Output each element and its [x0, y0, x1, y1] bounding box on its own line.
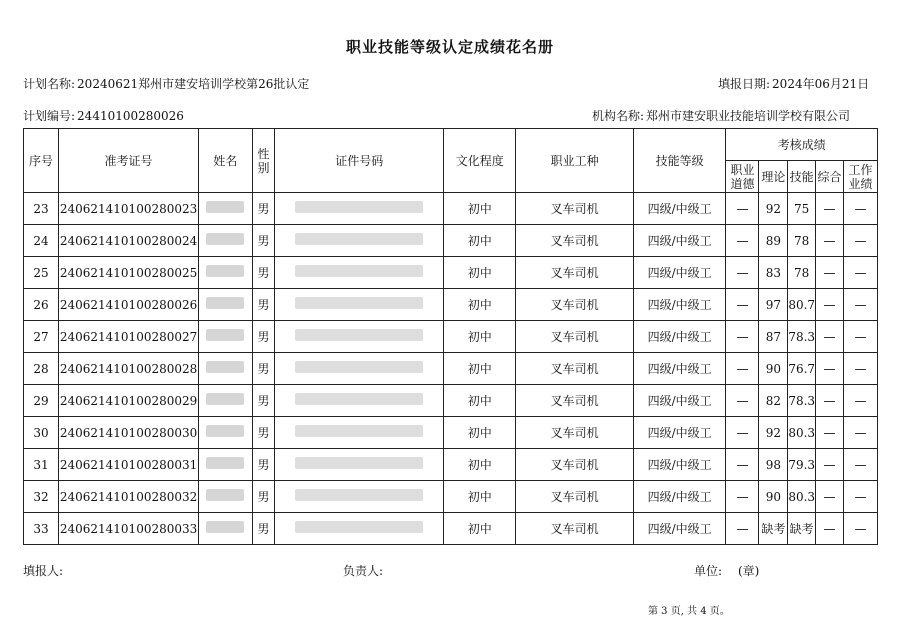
cell-seq: 27 [24, 321, 59, 353]
unit-label: 单位: [694, 564, 723, 578]
cell-exam-no: 240621410100280023 [59, 193, 199, 225]
cell-ethics: — [726, 193, 759, 225]
cell-education: 初中 [444, 193, 516, 225]
header-skill: 技能 [788, 161, 816, 193]
cell-ethics: — [726, 417, 759, 449]
cell-education: 初中 [444, 225, 516, 257]
cell-exam-no: 240621410100280032 [59, 481, 199, 513]
cell-gender: 男 [252, 481, 275, 513]
cell-performance: — [843, 257, 877, 289]
cell-theory: 90 [759, 481, 788, 513]
plan-number-value: 24410100280026 [77, 109, 184, 123]
cell-name [199, 289, 253, 321]
table-row [24, 417, 878, 449]
cell-performance: — [843, 417, 877, 449]
cell-overall: — [816, 353, 844, 385]
page-title: 职业技能等级认定成绩花名册 [345, 38, 554, 56]
cell-occupation: 叉车司机 [516, 225, 633, 257]
header-scores: 考核成绩 [726, 129, 878, 161]
cell-occupation: 叉车司机 [516, 449, 633, 481]
cell-performance: — [843, 449, 877, 481]
redacted-block [295, 297, 423, 309]
cell-name [199, 481, 253, 513]
cell-name [199, 193, 253, 225]
cell-name [199, 353, 253, 385]
cell-theory: 82 [759, 385, 788, 417]
cell-id-no [275, 513, 444, 545]
cell-skill: 78.3 [788, 321, 816, 353]
cell-seq: 26 [24, 289, 59, 321]
cell-gender: 男 [252, 449, 275, 481]
cell-performance: — [843, 225, 877, 257]
cell-level: 四级/中级工 [633, 225, 726, 257]
plan-name-label: 计划名称: [23, 77, 76, 91]
cell-overall: — [816, 321, 844, 353]
table-row [24, 289, 878, 321]
cell-overall: — [816, 193, 844, 225]
cell-gender: 男 [252, 257, 275, 289]
header-education: 文化程度 [444, 129, 516, 193]
table-row [24, 353, 878, 385]
cell-level: 四级/中级工 [633, 289, 726, 321]
header-seq: 序号 [24, 129, 59, 193]
cell-theory: 97 [759, 289, 788, 321]
cell-occupation: 叉车司机 [516, 481, 633, 513]
cell-theory: 92 [759, 193, 788, 225]
cell-level: 四级/中级工 [633, 193, 726, 225]
redacted-block [295, 489, 423, 501]
cell-occupation: 叉车司机 [516, 353, 633, 385]
redacted-block [206, 489, 244, 501]
org-name-value: 郑州市建安职业技能培训学校有限公司 [646, 109, 851, 123]
table-row [24, 257, 878, 289]
redacted-block [206, 329, 244, 341]
cell-education: 初中 [444, 513, 516, 545]
cell-occupation: 叉车司机 [516, 321, 633, 353]
header-id-no: 证件号码 [275, 129, 444, 193]
cell-overall: — [816, 417, 844, 449]
cell-exam-no: 240621410100280030 [59, 417, 199, 449]
cell-exam-no: 240621410100280026 [59, 289, 199, 321]
cell-theory: 缺考 [759, 513, 788, 545]
cell-name [199, 417, 253, 449]
cell-overall: — [816, 385, 844, 417]
cell-ethics: — [726, 449, 759, 481]
cell-gender: 男 [252, 513, 275, 545]
cell-occupation: 叉车司机 [516, 193, 633, 225]
cell-exam-no: 240621410100280024 [59, 225, 199, 257]
cell-seq: 24 [24, 225, 59, 257]
cell-occupation: 叉车司机 [516, 289, 633, 321]
cell-performance: — [843, 193, 877, 225]
cell-name [199, 257, 253, 289]
cell-performance: — [843, 321, 877, 353]
cell-id-no [275, 385, 444, 417]
plan-name-value: 20240621郑州市建安培训学校第26批认定 [77, 77, 310, 91]
cell-overall: — [816, 289, 844, 321]
cell-overall: — [816, 257, 844, 289]
cell-exam-no: 240621410100280031 [59, 449, 199, 481]
cell-ethics: — [726, 481, 759, 513]
table-row [24, 449, 878, 481]
cell-theory: 83 [759, 257, 788, 289]
cell-education: 初中 [444, 417, 516, 449]
cell-gender: 男 [252, 417, 275, 449]
cell-name [199, 513, 253, 545]
cell-education: 初中 [444, 481, 516, 513]
redacted-block [206, 297, 244, 309]
plan-number [23, 107, 184, 124]
cell-id-no [275, 257, 444, 289]
redacted-block [206, 265, 244, 277]
cell-ethics: — [726, 257, 759, 289]
cell-ethics: — [726, 513, 759, 545]
redacted-block [206, 201, 244, 213]
table-row [24, 481, 878, 513]
cell-skill: 78 [788, 225, 816, 257]
cell-exam-no: 240621410100280033 [59, 513, 199, 545]
header-theory: 理论 [759, 161, 788, 193]
cell-level: 四级/中级工 [633, 513, 726, 545]
cell-education: 初中 [444, 289, 516, 321]
cell-overall: — [816, 449, 844, 481]
cell-level: 四级/中级工 [633, 449, 726, 481]
table-row [24, 513, 878, 545]
cell-level: 四级/中级工 [633, 385, 726, 417]
cell-skill: 缺考 [788, 513, 816, 545]
header-level: 技能等级 [633, 129, 726, 193]
seal-text: (章) [738, 564, 760, 578]
cell-seq: 32 [24, 481, 59, 513]
redacted-block [206, 521, 244, 533]
cell-seq: 31 [24, 449, 59, 481]
cell-skill: 80.3 [788, 417, 816, 449]
cell-ethics: — [726, 225, 759, 257]
redacted-block [206, 457, 244, 469]
cell-exam-no: 240621410100280027 [59, 321, 199, 353]
org-name-label: 机构名称: [592, 109, 645, 123]
cell-theory: 98 [759, 449, 788, 481]
cell-overall: — [816, 513, 844, 545]
cell-exam-no: 240621410100280029 [59, 385, 199, 417]
responsible-label: 负责人: [343, 564, 384, 578]
redacted-block [295, 393, 423, 405]
cell-seq: 33 [24, 513, 59, 545]
cell-exam-no: 240621410100280025 [59, 257, 199, 289]
report-date-label: 填报日期: [718, 77, 771, 91]
cell-ethics: — [726, 321, 759, 353]
cell-level: 四级/中级工 [633, 481, 726, 513]
cell-overall: — [816, 481, 844, 513]
cell-education: 初中 [444, 321, 516, 353]
cell-education: 初中 [444, 353, 516, 385]
page-indicator: 第 3 页, 共 4 页。 [648, 606, 730, 617]
cell-performance: — [843, 513, 877, 545]
cell-name [199, 321, 253, 353]
org-name [592, 107, 850, 124]
cell-gender: 男 [252, 289, 275, 321]
cell-skill: 80.3 [788, 481, 816, 513]
header-performance: 工作业绩 [843, 161, 877, 193]
cell-skill: 78 [788, 257, 816, 289]
redacted-block [295, 457, 423, 469]
cell-performance: — [843, 481, 877, 513]
cell-seq: 23 [24, 193, 59, 225]
cell-theory: 90 [759, 353, 788, 385]
cell-theory: 87 [759, 321, 788, 353]
score-table [23, 128, 878, 545]
cell-level: 四级/中级工 [633, 321, 726, 353]
report-date [718, 75, 869, 92]
cell-skill: 80.7 [788, 289, 816, 321]
table-body [24, 193, 878, 545]
cell-exam-no: 240621410100280028 [59, 353, 199, 385]
cell-gender: 男 [252, 385, 275, 417]
header-gender: 性别 [252, 129, 275, 193]
cell-seq: 28 [24, 353, 59, 385]
table-row [24, 225, 878, 257]
cell-skill: 75 [788, 193, 816, 225]
cell-id-no [275, 321, 444, 353]
cell-performance: — [843, 353, 877, 385]
cell-education: 初中 [444, 385, 516, 417]
cell-id-no [275, 353, 444, 385]
cell-id-no [275, 225, 444, 257]
cell-gender: 男 [252, 353, 275, 385]
table-row [24, 385, 878, 417]
redacted-block [206, 233, 244, 245]
cell-id-no [275, 481, 444, 513]
cell-skill: 76.7 [788, 353, 816, 385]
redacted-block [295, 361, 423, 373]
cell-id-no [275, 449, 444, 481]
header-occupation: 职业工种 [516, 129, 633, 193]
cell-ethics: — [726, 289, 759, 321]
redacted-block [295, 425, 423, 437]
redacted-block [206, 425, 244, 437]
table-row [24, 321, 878, 353]
redacted-block [295, 329, 423, 341]
table-row [24, 193, 878, 225]
cell-overall: — [816, 225, 844, 257]
cell-seq: 25 [24, 257, 59, 289]
cell-skill: 78.3 [788, 385, 816, 417]
cell-occupation: 叉车司机 [516, 513, 633, 545]
cell-gender: 男 [252, 193, 275, 225]
cell-level: 四级/中级工 [633, 257, 726, 289]
cell-occupation: 叉车司机 [516, 417, 633, 449]
cell-name [199, 225, 253, 257]
cell-name [199, 385, 253, 417]
cell-level: 四级/中级工 [633, 417, 726, 449]
cell-ethics: — [726, 385, 759, 417]
cell-occupation: 叉车司机 [516, 257, 633, 289]
cell-id-no [275, 193, 444, 225]
cell-occupation: 叉车司机 [516, 385, 633, 417]
cell-education: 初中 [444, 257, 516, 289]
cell-level: 四级/中级工 [633, 353, 726, 385]
cell-id-no [275, 289, 444, 321]
cell-education: 初中 [444, 449, 516, 481]
redacted-block [295, 265, 423, 277]
cell-performance: — [843, 289, 877, 321]
redacted-block [295, 233, 423, 245]
cell-gender: 男 [252, 321, 275, 353]
redacted-block [206, 361, 244, 373]
header-exam-no: 准考证号 [59, 129, 199, 193]
redacted-block [295, 201, 423, 213]
header-ethics: 职业道德 [726, 161, 759, 193]
plan-number-label: 计划编号: [23, 109, 76, 123]
cell-theory: 89 [759, 225, 788, 257]
cell-seq: 30 [24, 417, 59, 449]
filler-label: 填报人: [23, 564, 64, 578]
cell-performance: — [843, 385, 877, 417]
cell-theory: 92 [759, 417, 788, 449]
plan-name [23, 75, 309, 92]
cell-ethics: — [726, 353, 759, 385]
cell-gender: 男 [252, 225, 275, 257]
cell-name [199, 449, 253, 481]
cell-skill: 79.3 [788, 449, 816, 481]
report-date-value: 2024年06月21日 [772, 77, 870, 91]
header-overall: 综合 [816, 161, 844, 193]
redacted-block [206, 393, 244, 405]
redacted-block [295, 521, 423, 533]
cell-seq: 29 [24, 385, 59, 417]
cell-id-no [275, 417, 444, 449]
header-name: 姓名 [199, 129, 253, 193]
